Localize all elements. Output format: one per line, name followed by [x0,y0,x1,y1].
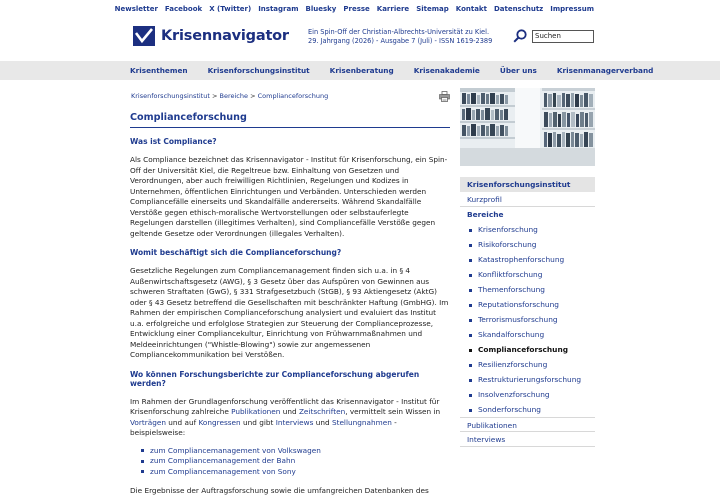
sidebar-subitem-insolvenzforschung[interactable]: Insolvenzforschung [460,387,595,402]
logo-checkmark-icon [133,26,155,46]
breadcrumb-item-institut[interactable]: Krisenforschungsinstitut [131,92,210,100]
sidebar-subitem-restrukturierungsforschung[interactable]: Restrukturierungsforschung [460,372,595,387]
text-run: - beispielsweise: [130,417,397,437]
topnav-sitemap[interactable]: Sitemap [416,5,449,13]
text-run: , vermittelt sein Wissen in [345,407,441,416]
nav-krisenakademie[interactable]: Krisenakademie [413,66,480,75]
site-tagline [308,28,492,46]
topnav-karriere[interactable]: Karriere [376,5,410,13]
sidebar-subitem-risikoforschung[interactable]: Risikoforschung [460,237,595,252]
sidebar-subitem-sonderforschung[interactable]: Sonderforschung [460,402,595,417]
section-heading-compliance: Was ist Compliance? [130,137,217,146]
sidebar-subitem-complianceforschung[interactable]: Complianceforschung [460,342,595,357]
library-shelves-image [460,88,595,166]
topnav-x-twitter[interactable]: X (Twitter) [209,5,252,13]
text-run: und [313,417,332,427]
link-stellungnahmen[interactable]: Stellungnahmen [331,417,392,427]
site-logo[interactable] [133,26,289,46]
topnav-kontakt[interactable]: Kontakt [455,5,487,13]
example-links-list [139,446,450,478]
nav-krisenberatung[interactable]: Krisenberatung [329,66,394,75]
text-run: und [280,407,299,416]
section-heading-research-focus: Womit beschäftigt sich die Complianceforschung? [130,248,342,257]
topnav-impressum[interactable]: Impressum [550,5,594,13]
topnav-datenschutz[interactable]: Datenschutz [493,5,544,13]
breadcrumb-item-bereiche[interactable]: Bereiche [219,92,248,100]
top-utility-nav [108,5,594,13]
tagline-line-1: Ein Spin-Off der Christian-Albrechts-Universität zu Kiel. [308,28,490,36]
sidebar-subitem-terrorismusforschung[interactable]: Terrorismusforschung [460,312,595,327]
main-content [130,112,450,497]
link-interviews[interactable]: Interviews [275,417,314,427]
breadcrumb-separator: > [209,92,220,100]
sidebar-subitem-skandalforschung[interactable]: Skandalforschung [460,327,595,342]
sidebar-subitem-katastrophenforschung[interactable]: Katastrophenforschung [460,252,595,267]
sidebar-subitem-konfliktforschung[interactable]: Konfliktforschung [460,267,595,282]
breadcrumb-separator: > [248,92,258,100]
page-title: Complianceforschung [130,112,450,128]
sidebar-item-bereiche[interactable]: Bereiche [467,210,504,219]
text-run: Im Rahmen der Grundlagenforschung veröffentlicht das Krisennavigator - Institut für Krisenforschung zahlreiche [130,396,440,416]
nav-ueber-uns[interactable]: Über uns [499,66,537,75]
sidebar-subitem-krisenforschung[interactable]: Krisenforschung [460,222,595,237]
link-publikationen[interactable]: Publikationen [231,407,281,416]
topnav-newsletter[interactable]: Newsletter [114,5,158,13]
paragraph-compliance-definition: Als Compliance bezeichnet das Krisennavigator - Institut für Krisenforschung, ein Spin-Off der Universität Kiel, die Regeltreue bzw. Einhaltung von Gesetzen und Verordnungen, aber auch freiwilligen Richtlinien, Regelungen und Kodizes in Unternehmen, öffentlichen Einrichtungen und Verbänden. Unterschieden werden Compliancefälle einerseits und Skandalfälle andererseits. Während Skandalfälle Verstöße gegen ethisch-moralische Wertvorstellungen oder selbstauferlegte Regelungen darstellen (illegitimes Verhalten), sind Compliancefälle Verstöße gegen geltende Gesetze oder Verordnungen (illegales Verhalten). [130,155,448,238]
breadcrumb-item-current[interactable]: Complianceforschung [257,92,329,100]
sidebar-subitem-reputationsforschung[interactable]: Reputationsforschung [460,297,595,312]
link-vortraegen[interactable]: Vorträgen [130,417,166,427]
sidebar-subitem-themenforschung[interactable]: Themenforschung [460,282,595,297]
print-icon[interactable] [439,91,450,102]
text-run: und auf [165,417,199,427]
sidebar-item-publikationen[interactable]: Publikationen [460,417,595,432]
link-volkswagen[interactable]: zum Compliancemanagement von Volkswagen [139,446,450,457]
topnav-bluesky[interactable]: Bluesky [305,5,337,13]
search-box [513,29,594,43]
link-sony[interactable]: zum Compliancemanagement von Sony [139,467,450,478]
sidebar-item-interviews[interactable]: Interviews [460,432,595,447]
sidebar-nav [460,177,595,447]
paragraph-results: Die Ergebnisse der Auftragsforschung sowie die umfangreichen Datenbanken des [130,486,429,495]
search-icon[interactable] [513,29,527,43]
link-bahn[interactable]: zum Compliancemanagement der Bahn [139,456,450,467]
topnav-facebook[interactable]: Facebook [164,5,203,13]
sidebar-subitem-resilienzforschung[interactable]: Resilienzforschung [460,357,595,372]
topnav-instagram[interactable]: Instagram [258,5,299,13]
link-zeitschriften[interactable]: Zeitschriften [298,407,346,416]
search-input[interactable] [532,30,594,43]
nav-krisenmanagerverband[interactable]: Krisenmanagerverband [556,66,654,75]
sidebar-heading[interactable]: Krisenforschungsinstitut [460,177,595,192]
text-run: und gibt [240,417,276,427]
main-nav-bar [0,61,720,80]
topnav-presse[interactable]: Presse [343,5,370,13]
sidebar-item-kurzprofil[interactable]: Kurzprofil [460,192,595,207]
tagline-line-2: 29. Jahrgang (2026) - Ausgabe 7 (Juli) - ISSN 1619-2389 [308,37,493,45]
paragraph-reports [130,397,450,439]
logo-text: Krisennavigator [161,28,289,44]
section-heading-reports: Wo können Forschungsberichte zur Complianceforschung abgerufen werden? [130,369,420,388]
breadcrumb [131,92,328,100]
nav-krisenthemen[interactable]: Krisenthemen [130,66,188,75]
paragraph-research-focus: Gesetzliche Regelungen zum Compliancemanagement finden sich u.a. in § 4 Außenwirtschaftsgesetz (AWG), § 3 Gesetz über das Aufspüren von Gewinnen aus schweren Straftaten (GwG), § 331 Strafgesetzbuch (StGB), § 93 Aktiengesetz (AktG) oder § 43 Gesetz betreffend die Gesellschaften mit beschränkter Haftung (GmbHG). Im Rahmen der empirischen Complianceforschung analysiert und evaluiert das Institut u.a. erfolgreiche und erfolglose Strategien zur Steuerung der Complianceprozesse, Entwicklung einer Compliancekultur, Einrichtung von Frühwarnmaßnahmen und Meldeeinrichtungen ("Whistle-Blowing") sowie zur angemessenen Compliancekommunikation bei Verstößen. [130,266,449,359]
nav-krisenforschungsinstitut[interactable]: Krisenforschungsinstitut [207,66,310,75]
link-kongressen[interactable]: Kongressen [198,417,241,427]
